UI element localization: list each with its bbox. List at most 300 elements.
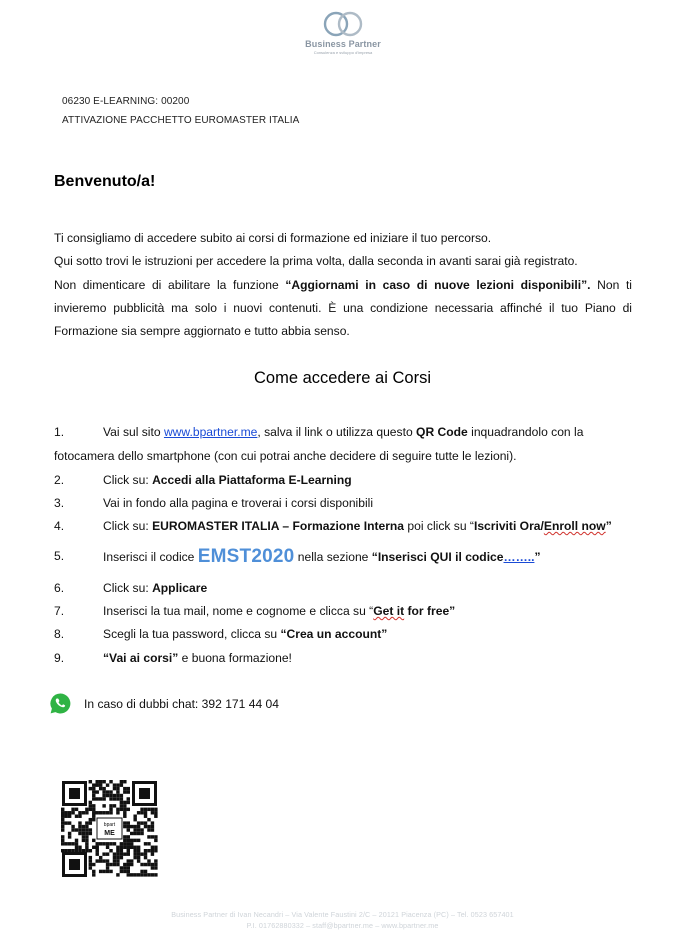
qr-module bbox=[123, 839, 126, 842]
qr-module bbox=[120, 794, 123, 797]
qr-module bbox=[102, 797, 105, 800]
qr-module bbox=[116, 846, 119, 849]
qr-module bbox=[133, 818, 136, 821]
qr-code[interactable] bbox=[61, 780, 158, 878]
step-text: poi click su “ bbox=[404, 519, 474, 533]
qr-module bbox=[82, 835, 85, 838]
qr-module bbox=[137, 846, 140, 849]
qr-module bbox=[140, 811, 143, 814]
qr-module bbox=[99, 780, 102, 783]
code-placeholder-dots: …….. bbox=[503, 550, 535, 564]
qr-module bbox=[85, 825, 88, 828]
qr-module bbox=[130, 839, 133, 842]
qr-module bbox=[106, 852, 109, 855]
qr-module bbox=[92, 811, 95, 814]
qr-module bbox=[120, 780, 123, 783]
qr-module bbox=[78, 811, 81, 814]
qr-module bbox=[116, 787, 119, 790]
qr-module bbox=[120, 797, 123, 800]
qr-module bbox=[147, 835, 150, 838]
qr-module bbox=[99, 797, 102, 800]
step-bold: “Vai ai corsi” bbox=[103, 651, 179, 665]
step-bold: Applicare bbox=[152, 581, 208, 595]
qr-module bbox=[82, 828, 85, 831]
qr-module bbox=[123, 825, 126, 828]
qr-module bbox=[75, 849, 78, 852]
qr-module bbox=[127, 828, 130, 831]
step-text: Click su: bbox=[103, 519, 153, 533]
qr-module bbox=[116, 852, 119, 855]
qr-module bbox=[137, 832, 140, 835]
qr-module bbox=[109, 794, 112, 797]
qr-module bbox=[116, 797, 119, 800]
step-bold: Iscriviti Ora/ bbox=[473, 519, 544, 533]
qr-module bbox=[85, 811, 88, 814]
qr-module bbox=[133, 873, 136, 876]
qr-module bbox=[123, 846, 126, 849]
qr-module bbox=[89, 863, 92, 866]
qr-module bbox=[133, 839, 136, 842]
qr-module bbox=[144, 863, 147, 866]
qr-module bbox=[113, 852, 116, 855]
qr-module bbox=[75, 839, 78, 842]
reference-code: 06230 E-LEARNING: 00200 bbox=[62, 96, 190, 107]
qr-module bbox=[99, 811, 102, 814]
qr-module bbox=[109, 811, 112, 814]
qr-module bbox=[154, 859, 157, 862]
footer-line-1: Business Partner di Ivan Necandri – Via Valente Faustini 2/C – 20121 Piacenza (PC) – Tel. 0523 657401 bbox=[171, 910, 514, 919]
qr-module bbox=[85, 828, 88, 831]
step-number: 3. bbox=[54, 496, 65, 510]
step-text: Click su: bbox=[103, 581, 153, 595]
qr-module bbox=[96, 811, 99, 814]
qr-module bbox=[123, 842, 126, 845]
qr-module bbox=[85, 808, 88, 811]
greeting-heading: Benvenuto/a! bbox=[54, 173, 156, 190]
qr-module bbox=[109, 804, 112, 807]
qr-module bbox=[127, 842, 130, 845]
step-bold-misspelled: Get it bbox=[373, 604, 405, 618]
qr-module bbox=[151, 828, 154, 831]
qr-module bbox=[137, 825, 140, 828]
qr-module bbox=[130, 825, 133, 828]
qr-module bbox=[133, 825, 136, 828]
qr-module bbox=[147, 828, 150, 831]
qr-module bbox=[147, 842, 150, 845]
qr-module bbox=[116, 783, 119, 786]
qr-module bbox=[144, 842, 147, 845]
qr-module bbox=[144, 852, 147, 855]
qr-module bbox=[120, 801, 123, 804]
qr-module bbox=[82, 839, 85, 842]
qr-module bbox=[154, 815, 157, 818]
qr-module bbox=[116, 811, 119, 814]
promo-code: EMST2020 bbox=[197, 546, 295, 567]
qr-module bbox=[127, 852, 130, 855]
qr-module bbox=[154, 849, 157, 852]
qr-module bbox=[75, 846, 78, 849]
qr-module bbox=[127, 835, 130, 838]
qr-module bbox=[96, 842, 99, 845]
qr-module bbox=[71, 811, 74, 814]
qr-module bbox=[89, 832, 92, 835]
qr-module bbox=[109, 863, 112, 866]
intro-p3-bold: “Aggiornami in caso di nuove lezioni disponibili”. bbox=[285, 277, 591, 292]
qr-module bbox=[144, 811, 147, 814]
qr-module bbox=[89, 828, 92, 831]
step-4 bbox=[54, 515, 634, 539]
step-text: Click su: bbox=[103, 473, 153, 487]
qr-module bbox=[92, 804, 95, 807]
qr-module bbox=[116, 863, 119, 866]
qr-module bbox=[82, 811, 85, 814]
qr-module bbox=[68, 821, 71, 824]
qr-module bbox=[123, 863, 126, 866]
qr-module bbox=[154, 846, 157, 849]
step-3 bbox=[54, 492, 634, 516]
qr-module bbox=[89, 780, 92, 783]
bpartner-link[interactable]: www.bpartner.me bbox=[163, 425, 258, 439]
qr-module bbox=[71, 842, 74, 845]
qr-module bbox=[140, 852, 143, 855]
step-text: inquadrandolo con la fotocamera dello smartphone (con cui potrai anche decidere di seguire tutte le lezioni). bbox=[54, 425, 584, 463]
qr-module bbox=[92, 870, 95, 873]
qr-module bbox=[120, 783, 123, 786]
svg-text:ME: ME bbox=[104, 830, 115, 837]
qr-module bbox=[102, 794, 105, 797]
logo-tagline: Consulenza e sviluppo d'impresa bbox=[313, 50, 373, 55]
qr-module bbox=[127, 866, 130, 869]
qr-module bbox=[85, 839, 88, 842]
qr-module bbox=[61, 815, 64, 818]
step-text: Vai sul sito bbox=[103, 425, 164, 439]
intro-p3-text: Non dimenticare di abilitare la funzione bbox=[54, 277, 286, 292]
qr-module bbox=[109, 849, 112, 852]
step-number: 6. bbox=[54, 581, 65, 595]
qr-module bbox=[109, 842, 112, 845]
qr-module bbox=[78, 815, 81, 818]
step-number: 1. bbox=[54, 425, 65, 439]
qr-module bbox=[116, 856, 119, 859]
qr-module bbox=[127, 787, 130, 790]
qr-module bbox=[120, 866, 123, 869]
qr-module bbox=[89, 821, 92, 824]
qr-module bbox=[123, 801, 126, 804]
qr-module bbox=[102, 842, 105, 845]
qr-module bbox=[147, 873, 150, 876]
qr-module bbox=[106, 842, 109, 845]
qr-module bbox=[96, 780, 99, 783]
qr-module bbox=[109, 870, 112, 873]
qr-module bbox=[113, 859, 116, 862]
qr-module bbox=[151, 846, 154, 849]
qr-module bbox=[68, 811, 71, 814]
qr-module bbox=[113, 783, 116, 786]
qr-module bbox=[106, 866, 109, 869]
qr-module bbox=[127, 863, 130, 866]
qr-module bbox=[99, 856, 102, 859]
qr-module bbox=[147, 808, 150, 811]
step-bold: Accedi alla Piattaforma E-Learning bbox=[152, 473, 352, 487]
qr-module bbox=[151, 825, 154, 828]
qr-module bbox=[75, 828, 78, 831]
qr-module bbox=[133, 832, 136, 835]
footer bbox=[0, 910, 685, 931]
intro-paragraph-3 bbox=[54, 274, 632, 344]
qr-module bbox=[151, 873, 154, 876]
qr-module bbox=[92, 790, 95, 793]
step-number: 8. bbox=[54, 627, 65, 641]
qr-module bbox=[113, 804, 116, 807]
qr-module bbox=[85, 821, 88, 824]
qr-module bbox=[127, 797, 130, 800]
qr-module bbox=[113, 797, 116, 800]
qr-module bbox=[92, 846, 95, 849]
qr-module bbox=[127, 859, 130, 862]
qr-module bbox=[151, 808, 154, 811]
qr-module bbox=[106, 859, 109, 862]
qr-module bbox=[96, 797, 99, 800]
qr-module bbox=[92, 863, 95, 866]
qr-module bbox=[127, 870, 130, 873]
qr-module bbox=[133, 828, 136, 831]
reference-title: ATTIVAZIONE PACCHETTO EUROMASTER ITALIA bbox=[62, 115, 300, 126]
qr-module bbox=[61, 811, 64, 814]
qr-module bbox=[127, 808, 130, 811]
qr-module bbox=[116, 849, 119, 852]
qr-module bbox=[116, 790, 119, 793]
qr-module bbox=[137, 839, 140, 842]
qr-module bbox=[92, 873, 95, 876]
step-bold: QR Code bbox=[416, 425, 468, 439]
qr-module bbox=[144, 870, 147, 873]
qr-module bbox=[130, 842, 133, 845]
qr-module bbox=[137, 828, 140, 831]
step-text: Scegli la tua password, clicca su bbox=[103, 627, 281, 641]
qr-module bbox=[102, 790, 105, 793]
qr-module bbox=[137, 873, 140, 876]
qr-module bbox=[102, 811, 105, 814]
qr-module bbox=[147, 825, 150, 828]
qr-module bbox=[144, 815, 147, 818]
qr-module bbox=[140, 828, 143, 831]
qr-module bbox=[144, 821, 147, 824]
qr-module bbox=[89, 801, 92, 804]
qr-module bbox=[133, 852, 136, 855]
qr-module bbox=[61, 821, 64, 824]
qr-module bbox=[64, 849, 67, 852]
qr-module bbox=[78, 825, 81, 828]
business-partner-logo bbox=[300, 10, 386, 55]
qr-module bbox=[130, 846, 133, 849]
qr-module bbox=[78, 846, 81, 849]
qr-module bbox=[137, 821, 140, 824]
qr-module bbox=[120, 846, 123, 849]
qr-module bbox=[106, 790, 109, 793]
qr-module bbox=[151, 821, 154, 824]
qr-module bbox=[116, 794, 119, 797]
qr-module bbox=[140, 870, 143, 873]
qr-module bbox=[140, 863, 143, 866]
step-1 bbox=[54, 421, 634, 468]
footer-line-2: P.I. 01762880332 – staff@bpartner.me – www.bpartner.me bbox=[246, 920, 439, 930]
qr-module bbox=[89, 808, 92, 811]
qr-module bbox=[109, 797, 112, 800]
qr-module bbox=[99, 842, 102, 845]
qr-module bbox=[85, 832, 88, 835]
qr-module bbox=[96, 783, 99, 786]
qr-module bbox=[71, 849, 74, 852]
qr-module bbox=[137, 852, 140, 855]
qr-module bbox=[151, 863, 154, 866]
qr-module bbox=[78, 828, 81, 831]
qr-module bbox=[154, 873, 157, 876]
qr-module bbox=[120, 849, 123, 852]
step-bold-misspelled: Enroll now bbox=[543, 519, 606, 533]
step-7 bbox=[54, 600, 634, 624]
intro-paragraph-1: Ti consigliamo di accedere subito ai corsi di formazione ed iniziare il tuo percorso. bbox=[54, 231, 492, 245]
qr-module bbox=[154, 835, 157, 838]
step-text: nella sezione bbox=[294, 550, 372, 564]
qr-module bbox=[140, 808, 143, 811]
qr-module bbox=[92, 783, 95, 786]
section-title: Come accedere ai Corsi bbox=[254, 369, 431, 387]
qr-module bbox=[78, 849, 81, 852]
qr-module bbox=[113, 863, 116, 866]
qr-module bbox=[120, 842, 123, 845]
step-6 bbox=[54, 577, 634, 601]
qr-module bbox=[113, 842, 116, 845]
qr-module bbox=[123, 835, 126, 838]
qr-module bbox=[92, 818, 95, 821]
qr-module bbox=[106, 794, 109, 797]
qr-module bbox=[133, 856, 136, 859]
qr-module bbox=[102, 804, 105, 807]
qr-module bbox=[92, 794, 95, 797]
qr-module bbox=[120, 856, 123, 859]
qr-module bbox=[61, 828, 64, 831]
qr-module bbox=[120, 804, 123, 807]
qr-module bbox=[151, 835, 154, 838]
qr-module bbox=[123, 787, 126, 790]
qr-module bbox=[99, 870, 102, 873]
qr-module bbox=[130, 859, 133, 862]
svg-text:bpart: bpart bbox=[103, 822, 116, 828]
qr-module bbox=[123, 808, 126, 811]
qr-module bbox=[109, 790, 112, 793]
qr-module bbox=[130, 873, 133, 876]
whatsapp-icon[interactable] bbox=[49, 692, 72, 720]
qr-module bbox=[82, 832, 85, 835]
qr-module bbox=[75, 842, 78, 845]
qr-module bbox=[127, 801, 130, 804]
step-number: 4. bbox=[54, 519, 65, 533]
qr-module bbox=[92, 815, 95, 818]
qr-module bbox=[154, 811, 157, 814]
step-2 bbox=[54, 469, 634, 493]
qr-module bbox=[61, 849, 64, 852]
qr-module bbox=[137, 849, 140, 852]
step-9 bbox=[54, 647, 634, 671]
qr-module bbox=[147, 859, 150, 862]
intro-paragraph-2: Qui sotto trovi le istruzioni per accedere la prima volta, dalla seconda in avanti sarai già registrato. bbox=[54, 254, 578, 269]
qr-module bbox=[102, 787, 105, 790]
qr-module bbox=[144, 825, 147, 828]
qr-module bbox=[78, 832, 81, 835]
step-bold: for free” bbox=[404, 604, 456, 618]
qr-module bbox=[133, 849, 136, 852]
qr-module bbox=[102, 870, 105, 873]
qr-module bbox=[71, 825, 74, 828]
qr-module bbox=[96, 849, 99, 852]
qr-module bbox=[147, 849, 150, 852]
qr-module bbox=[127, 821, 130, 824]
chat-support-text: In caso di dubbi chat: 392 171 44 04 bbox=[84, 697, 279, 711]
qr-module bbox=[89, 859, 92, 862]
qr-module bbox=[89, 818, 92, 821]
qr-module bbox=[106, 863, 109, 866]
step-8 bbox=[54, 623, 634, 647]
qr-module bbox=[113, 787, 116, 790]
qr-module bbox=[144, 849, 147, 852]
qr-module bbox=[123, 815, 126, 818]
qr-module bbox=[120, 808, 123, 811]
qr-module bbox=[99, 859, 102, 862]
qr-module bbox=[133, 815, 136, 818]
qr-module bbox=[61, 818, 64, 821]
qr-module bbox=[61, 835, 64, 838]
intro-text bbox=[54, 227, 632, 343]
qr-module bbox=[82, 825, 85, 828]
qr-module bbox=[92, 839, 95, 842]
qr-module bbox=[133, 846, 136, 849]
qr-module bbox=[151, 866, 154, 869]
qr-module bbox=[96, 859, 99, 862]
qr-module bbox=[113, 856, 116, 859]
intro-p3-text-end: Non ti invieremo pubblicità ma solo i nuovi contenuti. È una condizione necessaria affinché il tuo Piano di Formazione sia sempre aggiornato e tutto abbia senso. bbox=[54, 277, 632, 339]
step-bold: “Inserisci QUI il codice bbox=[371, 550, 504, 564]
qr-module bbox=[102, 852, 105, 855]
qr-module bbox=[64, 811, 67, 814]
qr-module bbox=[123, 852, 126, 855]
qr-module bbox=[64, 821, 67, 824]
qr-module bbox=[92, 808, 95, 811]
qr-module bbox=[151, 849, 154, 852]
qr-module bbox=[123, 870, 126, 873]
qr-module bbox=[102, 780, 105, 783]
qr-module bbox=[140, 821, 143, 824]
qr-module bbox=[127, 849, 130, 852]
qr-module bbox=[123, 821, 126, 824]
qr-module bbox=[82, 849, 85, 852]
qr-module bbox=[127, 790, 130, 793]
qr-module bbox=[109, 808, 112, 811]
qr-module bbox=[116, 873, 119, 876]
step-bold: “Crea un account” bbox=[280, 627, 388, 641]
qr-module bbox=[116, 859, 119, 862]
qr-module bbox=[106, 846, 109, 849]
step-text: , salva il link o utilizza questo bbox=[257, 425, 417, 439]
qr-module bbox=[123, 790, 126, 793]
qr-module bbox=[85, 842, 88, 845]
qr-module bbox=[140, 832, 143, 835]
qr-module bbox=[96, 790, 99, 793]
qr-module bbox=[106, 783, 109, 786]
qr-module bbox=[68, 842, 71, 845]
qr-module bbox=[75, 815, 78, 818]
qr-module bbox=[123, 804, 126, 807]
qr-module bbox=[85, 846, 88, 849]
